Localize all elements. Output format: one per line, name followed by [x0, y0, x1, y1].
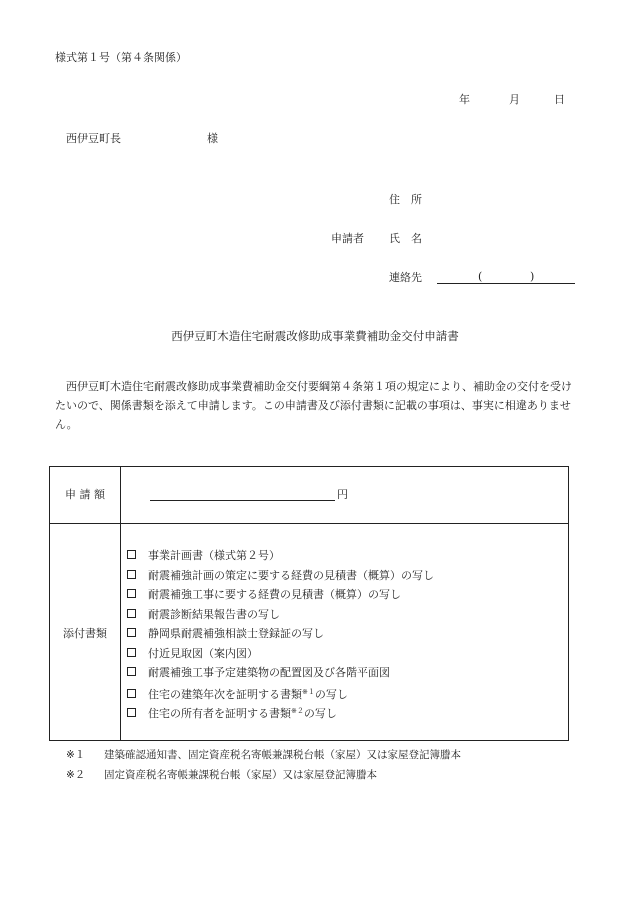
document-text-suffix: の写し — [314, 687, 348, 701]
footnote-text: 固定資産税名寄帳兼課税台帳（家屋）又は家屋登記簿謄本 — [104, 769, 377, 781]
footnote-mark: ※１ — [66, 749, 86, 761]
amount-label: 申 請 額 — [65, 488, 105, 501]
table-row-divider — [50, 523, 568, 524]
checkbox[interactable] — [127, 609, 136, 618]
list-item — [127, 683, 434, 703]
document-text: 事業計画書（様式第２号） — [148, 549, 280, 562]
footnote-ref: ※１ — [302, 687, 315, 696]
list-item — [127, 566, 434, 586]
table-column-divider — [120, 467, 121, 740]
date-day-label: 日 — [554, 93, 565, 106]
footnote — [66, 769, 377, 782]
footnote-text: 建築確認通知書、固定資産税名寄帳兼課税台帳（家屋）又は家屋登記簿謄本 — [104, 749, 461, 761]
contact-paren-open: ( — [478, 270, 483, 283]
document-text: 耐震補強工事に要する経費の見積書（概算）の写し — [148, 588, 401, 601]
addressee-honorific: 様 — [207, 132, 218, 145]
document-text: 静岡県耐震補強相談士登録証の写し — [148, 627, 324, 640]
list-item — [127, 624, 434, 644]
application-table — [49, 466, 569, 741]
checkbox[interactable] — [127, 667, 136, 676]
footnote-mark: ※２ — [66, 769, 86, 781]
contact-label: 連絡先 — [389, 271, 422, 284]
contact-paren-close: ) — [530, 270, 535, 283]
document-text: 住宅の所有者を証明する書類 — [148, 707, 291, 720]
addressee-name: 西伊豆町長 — [66, 132, 121, 145]
checkbox[interactable] — [127, 570, 136, 579]
list-item — [127, 663, 434, 683]
document-text: 付近見取図（案内図） — [148, 646, 258, 660]
date-year-label: 年 — [459, 93, 470, 106]
documents-label: 添付書類 — [63, 627, 107, 640]
list-item — [127, 702, 434, 722]
date-month-label: 月 — [509, 93, 520, 106]
documents-list — [127, 546, 434, 722]
amount-unit: 円 — [337, 488, 348, 501]
checkbox[interactable] — [127, 589, 136, 598]
document-text: 耐震補強計画の策定に要する経費の見積書（概算）の写し — [148, 568, 434, 582]
list-item — [127, 605, 434, 625]
document-text-suffix: の写し — [303, 707, 337, 720]
checkbox[interactable] — [127, 708, 136, 717]
list-item — [127, 585, 434, 605]
address-label: 住 所 — [389, 193, 422, 206]
footnote — [66, 749, 461, 762]
document-text: 耐震補強工事予定建築物の配置図及び各階平面図 — [148, 666, 390, 679]
checkbox[interactable] — [127, 689, 136, 698]
checkbox[interactable] — [127, 550, 136, 559]
checkbox[interactable] — [127, 628, 136, 637]
document-title: 西伊豆町木造住宅耐震改修助成事業費補助金交付申請書 — [171, 329, 459, 343]
footnote-ref: ※２ — [291, 707, 304, 715]
document-text: 耐震診断結果報告書の写し — [148, 607, 280, 621]
list-item — [127, 546, 434, 566]
checkbox[interactable] — [127, 648, 136, 657]
name-label: 氏 名 — [389, 232, 422, 245]
amount-field[interactable] — [150, 487, 335, 501]
contact-field[interactable] — [437, 270, 575, 284]
list-item — [127, 644, 434, 664]
body-paragraph: 西伊豆町木造住宅耐震改修助成事業費補助金交付要綱第４条第１項の規定により、補助金の交付を受けたいので、関係書類を添えて申請します。この申請書及び添付書類に記載の事項は、事実に相違ありません。 — [55, 380, 572, 431]
document-text: 住宅の建築年次を証明する書類 — [148, 687, 302, 701]
applicant-label: 申請者 — [331, 232, 364, 245]
form-number: 様式第１号（第４条関係） — [55, 51, 187, 64]
